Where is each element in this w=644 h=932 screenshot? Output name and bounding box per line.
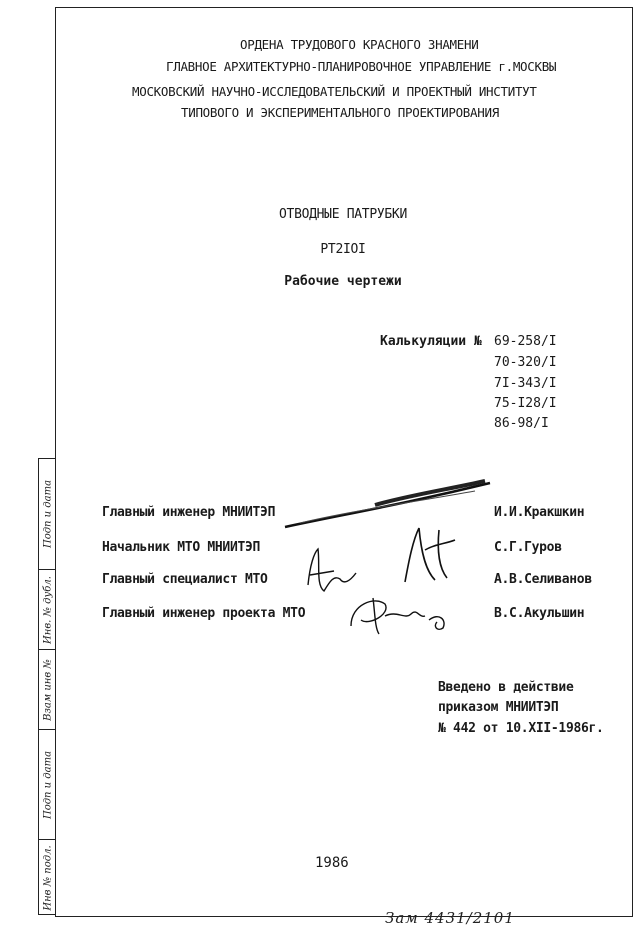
calculation-number: 75-I28/I — [494, 396, 557, 411]
page-frame — [55, 7, 633, 917]
enactment-line-3: № 442 от 10.XII-1986г. — [438, 721, 604, 736]
signatory-position: Начальник МТО МНИИТЭП — [102, 540, 261, 555]
enactment-line-2: приказом МНИИТЭП — [438, 700, 559, 715]
side-stamp-label: Подп и дата — [42, 479, 53, 549]
footnote-handwritten: Зам 4431/2101 — [385, 909, 515, 927]
document-title: ОТВОДНЫЕ ПАТРУБКИ — [279, 207, 407, 222]
document-year: 1986 — [315, 855, 349, 871]
side-stamp-cell — [39, 459, 56, 569]
enactment-line-1: Введено в действие — [438, 680, 574, 695]
side-stamp-label: Подп и дата — [42, 750, 53, 819]
signatory-name: В.С.Акульшин — [494, 606, 585, 621]
signatory-position: Главный специалист МТО — [102, 572, 268, 587]
signatory-name: И.И.Кракшкин — [494, 505, 585, 520]
signature-scribble — [345, 590, 455, 640]
document-code: РТ2IOI — [320, 242, 366, 257]
calculation-number: 69-258/I — [494, 334, 557, 349]
side-stamp-cell — [39, 729, 56, 839]
header-line-1: ОРДЕНА ТРУДОВОГО КРАСНОГО ЗНАМЕНИ — [240, 37, 479, 52]
signature-scribble — [395, 520, 465, 590]
header-line-2: ГЛАВНОЕ АРХИТЕКТУРНО-ПЛАНИРОВОЧНОЕ УПРАВЛЕНИЕ г.МОСКВЫ — [166, 59, 557, 74]
calculations-label: Калькуляции № — [380, 334, 482, 349]
calculation-number: 7I-343/I — [494, 376, 557, 391]
signatory-name: А.В.Селиванов — [494, 572, 592, 587]
calculation-number: 70-320/I — [494, 355, 557, 370]
side-stamp-cell — [39, 569, 56, 649]
header-line-3: МОСКОВСКИЙ НАУЧНО-ИССЛЕДОВАТЕЛЬСКИЙ И ПРОЕКТНЫЙ ИНСТИТУТ — [132, 84, 537, 99]
side-stamp-label: Инв. № дубл. — [42, 575, 53, 644]
side-stamp-cell — [39, 839, 56, 916]
signatory-name: С.Г.Гуров — [494, 540, 562, 555]
header-line-4: ТИПОВОГО И ЭКСПЕРИМЕНТАЛЬНОГО ПРОЕКТИРОВАНИЯ — [181, 105, 499, 120]
signatory-position: Главный инженер проекта МТО — [102, 606, 306, 621]
side-stamp-cell — [39, 649, 56, 729]
document-subtitle: Рабочие чертежи — [284, 274, 402, 289]
calculation-number: 86-98/I — [494, 416, 549, 431]
signatory-position: Главный инженер МНИИТЭП — [102, 505, 276, 520]
side-stamp-label: Взам инв № — [42, 658, 53, 721]
side-stamp-label: Инв № подл. — [42, 845, 53, 911]
side-stamp — [38, 458, 55, 915]
signature-scribble — [280, 475, 500, 535]
